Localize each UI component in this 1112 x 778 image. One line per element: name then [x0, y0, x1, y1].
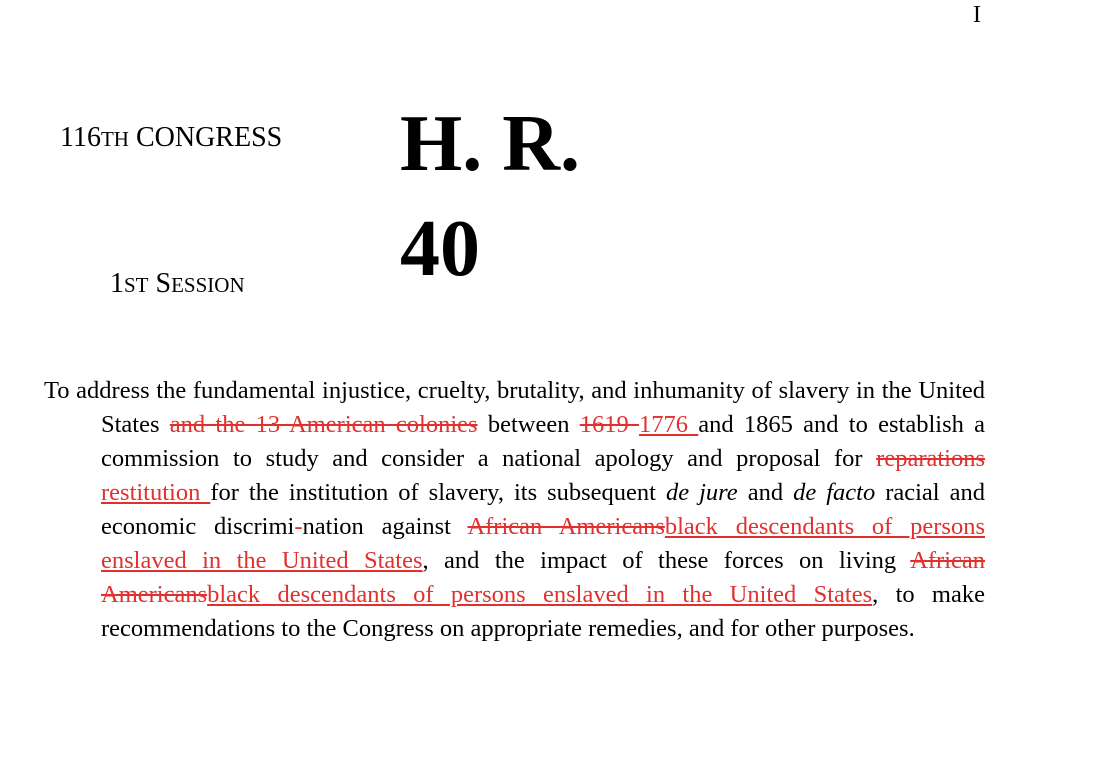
session-ordinal-suffix: ST [124, 273, 149, 297]
inserted-text-1776: 1776 [638, 411, 699, 438]
hyphen-mark: - [294, 513, 303, 540]
bill-digits: 40 [400, 205, 480, 293]
italic-de-facto: de facto [793, 479, 876, 506]
congress-ordinal-suffix: TH [100, 127, 129, 151]
title-text-2: between [477, 411, 580, 438]
congress-ordinal: 116 [60, 122, 101, 153]
congress-number [60, 120, 282, 157]
deleted-text-african-americans-2: African Americans [101, 547, 986, 608]
session-label-rest: ESSION [171, 273, 245, 297]
session-ordinal: 1 [110, 268, 124, 299]
title-text-3: and 1865 and to establish a commission to study and consider a national apology and proposal for [101, 411, 985, 472]
bill-number [400, 92, 660, 302]
inserted-text-restitution: restitution [101, 479, 211, 506]
deleted-text-colonies: and the 13 American colonies [169, 411, 478, 438]
deleted-text-reparations: reparations [876, 445, 985, 472]
inserted-text-descendants-1: black descendants of persons enslaved in the United States [101, 513, 985, 574]
title-text-7: nation against [302, 513, 468, 540]
bill-title-paragraph [44, 374, 986, 646]
deleted-text-african-americans-1: African Americans [467, 513, 665, 540]
bill-title [44, 374, 985, 646]
title-text-8: , and the impact of these forces on living [422, 547, 911, 574]
title-text-9: , to make recommendations to the Congress on appropriate remedies, and for other purposes. [101, 581, 985, 642]
title-text-1: To address the fundamental injustice, cruelty, brutality, and inhumanity of slavery in the United States [44, 377, 985, 438]
bill-prefix: H. R. [400, 100, 580, 188]
inserted-text-descendants-2: black descendants of persons enslaved in the United States [207, 581, 873, 608]
title-text-5: and [737, 479, 794, 506]
deleted-text-1619: 1619 [579, 411, 639, 438]
title-text-6: racial and economic discrimi [101, 479, 985, 540]
congress-label: CONGRESS [135, 122, 283, 153]
title-text-4: for the institution of slavery, its subsequent [210, 479, 666, 506]
session-number [110, 266, 245, 303]
session-label-initial: S [155, 268, 172, 299]
page-marker: I [973, 2, 981, 28]
italic-de-jure: de jure [666, 479, 738, 506]
